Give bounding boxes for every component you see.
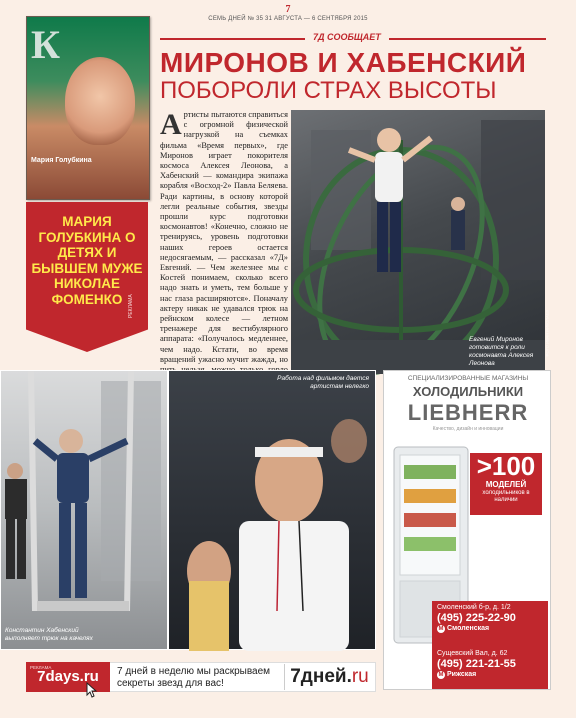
badge-models: МОДЕЛЕЙ bbox=[485, 480, 527, 489]
site-logo-secondary[interactable]: 7дней.ru bbox=[284, 664, 374, 690]
metro-icon: М bbox=[438, 672, 444, 678]
main-photo-caption: Евгений Миронов готовится к роли космонавта Алексея Леонова bbox=[469, 336, 534, 367]
promo-text: МАРИЯ ГОЛУБКИНА О ДЕТЯХ И БЫВШЕМ МУЖЕ НИКОЛАЕ ФОМЕНКО bbox=[31, 214, 143, 307]
left-photo bbox=[0, 370, 168, 650]
store-phone: (495) 221-21-55 bbox=[437, 658, 516, 670]
article-headline: МИРОНОВ И ХАБЕНСКИЙ bbox=[160, 47, 527, 78]
bar-ad-tag: РЕКЛАМА bbox=[30, 665, 52, 670]
site-logo[interactable]: 7days.ru bbox=[26, 662, 110, 692]
store-metro: М Смоленская bbox=[438, 625, 490, 632]
sensors-illustration bbox=[169, 371, 377, 651]
metro-icon: М bbox=[438, 626, 444, 632]
store-address: Смоленский б-р, д. 1/2 bbox=[437, 604, 511, 611]
center-photo bbox=[168, 370, 376, 650]
rubric-label: 7Д СООБЩАЕТ bbox=[305, 32, 389, 42]
ad-top-line: СПЕЦИАЛИЗИРОВАННЫЕ МАГАЗИНЫ bbox=[407, 375, 529, 382]
cover-tag: Мария Голубкина bbox=[31, 157, 92, 164]
ad-brand-logo: LIEBHERR bbox=[398, 400, 538, 424]
magazine-cover[interactable] bbox=[26, 16, 150, 200]
article-body bbox=[160, 110, 288, 372]
left-photo-caption: Константин Хабенский выполняет трюк на качелях bbox=[5, 627, 93, 642]
badge-number: >100 bbox=[476, 451, 536, 481]
swing-illustration bbox=[1, 371, 169, 651]
ad-title: ХОЛОДИЛЬНИКИ bbox=[412, 384, 524, 399]
cover-logo: К bbox=[31, 22, 61, 67]
store-smolenskaya[interactable] bbox=[432, 601, 548, 647]
store-phone: (495) 225-22-90 bbox=[437, 612, 516, 624]
main-photo bbox=[291, 110, 550, 374]
article-subheadline: ПОБОРОЛИ СТРАХ ВЫСОТЫ bbox=[160, 77, 497, 104]
store-address: Сущевский Вал, д. 62 bbox=[437, 650, 508, 657]
page-number: 7 bbox=[285, 4, 291, 15]
badge-text: холодильников в наличии bbox=[482, 490, 530, 503]
site-promo-text: 7 дней в неделю мы раскрываем секреты звезд для вас! bbox=[117, 666, 271, 689]
store-metro: М Рижская bbox=[438, 671, 477, 678]
photo-credit: ФОТО ИВАН НИКОЛАЕВ bbox=[545, 310, 550, 357]
drop-cap: А bbox=[160, 108, 182, 141]
gyroscope-illustration bbox=[291, 110, 545, 374]
promo-ad-tag: РЕКЛАМА bbox=[128, 294, 134, 318]
cursor-icon bbox=[86, 682, 98, 698]
issue-line: СЕМЬ ДНЕЙ № 35 31 АВГУСТА — 6 СЕНТЯБРЯ 2015 bbox=[208, 16, 368, 22]
ad-brand-sub: Качество, дизайн и инновации bbox=[432, 426, 504, 432]
liebherr-ad[interactable] bbox=[383, 370, 551, 690]
center-photo-caption: Работа над фильмом дается артистам нелегко bbox=[277, 375, 369, 390]
article-body-text: ртисты пытаются справиться с огромной физической нагрузкой на съемках фильма «Время первых», где Миронов играет покорителя космоса Алексея Леонова, а Хабенский — командира экипажа корабля «Восход-2» Павла Беляева. Ради картины, в основу которой легли реальные события, звезды прошли курс подготовки космонавтов! «Конечно, сложно не тренируясь, уровень подготовки наших героев остается недосягаемым, — рассказал «7Д» Евгений. — Чем железнее мы с Костей понимаем, сколько всего надо знать и уметь, тем больше у нас глаза расширяются». Поначалу актеру никак не удавался трюк на рейнском колесе — летном тренажере для вестибулярного аппарата: «Получалось медленнее, чем надо. Кстати, во время вращений ужасно мучит жажда, но bbox=[160, 110, 288, 364]
cover-portrait bbox=[65, 57, 135, 145]
store-rizhskaya[interactable] bbox=[432, 647, 548, 689]
